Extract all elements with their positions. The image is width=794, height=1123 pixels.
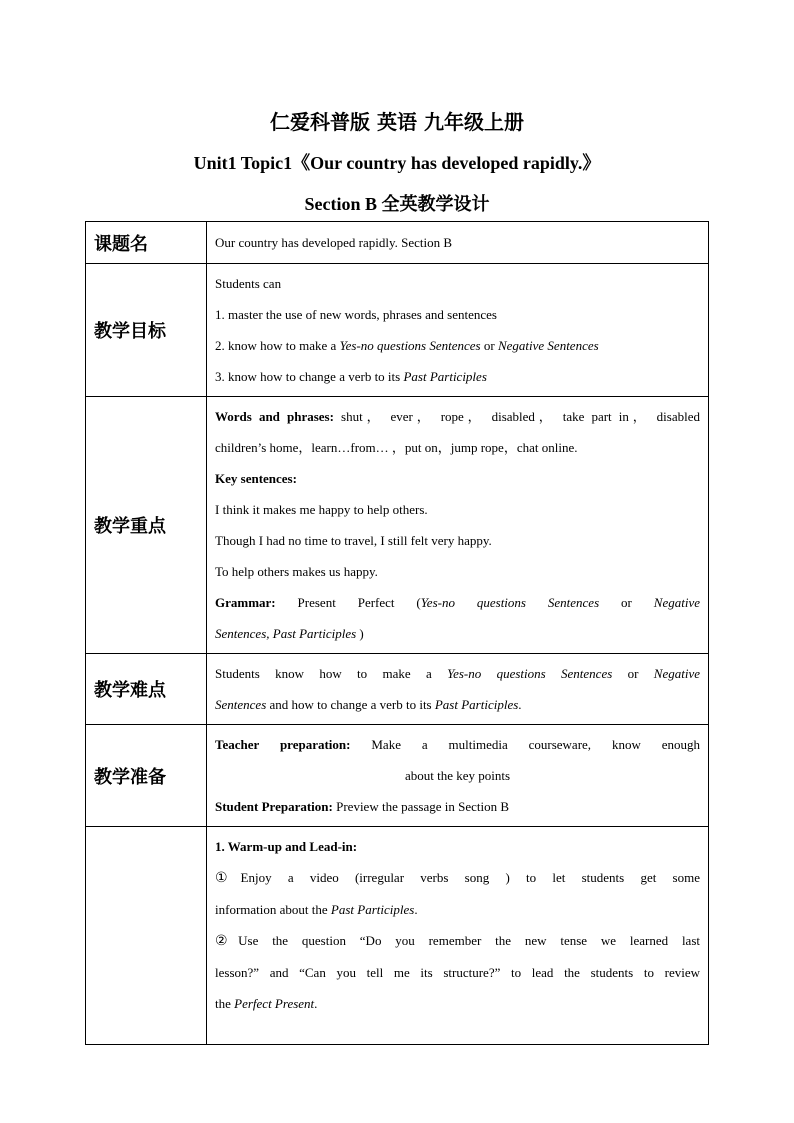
difficulties-term3: Sentences <box>215 697 267 712</box>
objective-2-term2: Negative Sentences <box>497 338 599 353</box>
student-prep-heading: Student Preparation: <box>215 799 333 814</box>
content-key-points <box>207 397 709 654</box>
objective-1: 1. master the use of new words, phrases and sentences <box>215 307 497 322</box>
objectives-intro: Students can <box>215 276 282 291</box>
content-topic <box>207 222 709 264</box>
grammar-term3: Sentences, Past Participles <box>215 626 357 641</box>
lesson-plan-table <box>85 221 709 1045</box>
grammar-or: or <box>599 595 654 610</box>
step-1-item2-line3 <box>215 988 700 1019</box>
objective-2-or: or <box>480 338 498 353</box>
step-1-item1-line2 <box>215 894 700 925</box>
grammar-heading: Grammar: <box>215 595 276 610</box>
step-1-item2-text1: Use the question “Do you remember the new tense we learned last <box>238 933 700 948</box>
key-sentence-3: To help others makes us happy. <box>215 564 378 579</box>
row-key-points <box>86 397 709 654</box>
step-1-item2-text3: the <box>215 996 235 1011</box>
label-preparation: 教学准备 <box>86 725 207 827</box>
key-sentence-2: Though I had no time to travel, I still felt very happy. <box>215 533 492 548</box>
words-phrases-text1: shut， ever， rope， disabled， take part in， disabled <box>333 409 700 424</box>
document-title: 仁爱科普版 英语 九年级上册 <box>270 110 524 134</box>
section-title <box>0 190 794 216</box>
teacher-prep-text1: Make a multimedia courseware, know enough <box>350 737 700 752</box>
grammar-close: ) <box>356 626 364 641</box>
topic-text: Our country has developed rapidly. Section B <box>215 235 453 250</box>
difficulties-text1: Students know how to make a <box>215 666 448 681</box>
step-1-item2-line2: lesson?” and “Can you tell me its structure?” to lead the students to review <box>215 965 700 980</box>
content-objectives <box>207 264 709 397</box>
label-key-points: 教学重点 <box>86 397 207 654</box>
content-procedure <box>207 827 709 1045</box>
words-phrases-line2: children’s home，learn…from… ，put on，jump rope，chat online. <box>215 440 578 455</box>
teacher-prep-heading: Teacher preparation: <box>215 737 351 752</box>
unit-title: Unit1 Topic1《Our country has developed rapidly.》 <box>193 153 601 173</box>
objective-2-text: 2. know how to make a <box>215 338 340 353</box>
circled-one-marker: ① <box>215 870 241 886</box>
grammar-term2: Negative <box>653 595 700 610</box>
difficulties-line2 <box>215 689 700 720</box>
circled-two-marker: ② <box>215 933 239 949</box>
difficulties-term4: Past Participles <box>434 697 519 712</box>
difficulties-or: or <box>612 666 654 681</box>
label-difficulties: 教学难点 <box>86 654 207 725</box>
content-preparation <box>207 725 709 827</box>
grammar-line1 <box>215 587 700 618</box>
step-1-item1-text2: information about the <box>215 902 331 917</box>
teacher-prep-line2: about the key points <box>404 768 511 783</box>
grammar-text: Present Perfect ( <box>275 595 421 610</box>
label-objectives: 教学目标 <box>86 264 207 397</box>
difficulties-period: . <box>518 697 522 712</box>
objective-3 <box>215 361 700 392</box>
teacher-prep-line1 <box>215 729 700 760</box>
difficulties-text2: and how to change a verb to its <box>266 697 435 712</box>
row-topic <box>86 222 709 264</box>
objective-2 <box>215 330 700 361</box>
grammar-term1: Yes-no questions Sentences <box>420 595 600 610</box>
row-objectives <box>86 264 709 397</box>
step-1-item1-period: . <box>414 902 418 917</box>
difficulties-term1: Yes-no questions Sentences <box>447 666 613 681</box>
objective-2-term1: Yes-no questions Sentences <box>339 338 481 353</box>
step-1-heading: 1. Warm-up and Lead-in: <box>215 839 358 854</box>
words-phrases-heading: Words and phrases: <box>215 409 334 424</box>
objective-3-term: Past Participles <box>403 369 487 384</box>
content-difficulties <box>207 654 709 725</box>
grammar-line2 <box>215 618 700 649</box>
words-phrases-line1 <box>215 401 700 432</box>
step-1-item2-term: Perfect Present <box>234 996 315 1011</box>
key-sentences-heading: Key sentences: <box>215 471 297 486</box>
row-difficulties <box>86 654 709 725</box>
row-procedure <box>86 827 709 1045</box>
step-1-item2-period: . <box>314 996 318 1011</box>
difficulties-term2: Negative <box>653 666 700 681</box>
label-procedure <box>86 827 207 1045</box>
section-title-cn: 全英教学设计 <box>381 194 490 215</box>
difficulties-line1 <box>215 658 700 689</box>
student-prep-text: Preview the passage in Section B <box>332 799 510 814</box>
step-1-item2-line1 <box>215 925 700 957</box>
student-prep-line <box>215 791 700 822</box>
row-preparation <box>86 725 709 827</box>
key-sentence-1: I think it makes me happy to help others. <box>215 502 428 517</box>
label-topic: 课题名 <box>86 222 207 264</box>
step-1-item1-line1 <box>215 862 700 894</box>
objective-3-text: 3. know how to change a verb to its <box>215 369 404 384</box>
step-1-item1-text1: Enjoy a video (irregular verbs song ) to let students get some <box>240 870 700 885</box>
step-1-item1-term: Past Participles <box>330 902 415 917</box>
section-title-en: Section B <box>304 194 382 214</box>
